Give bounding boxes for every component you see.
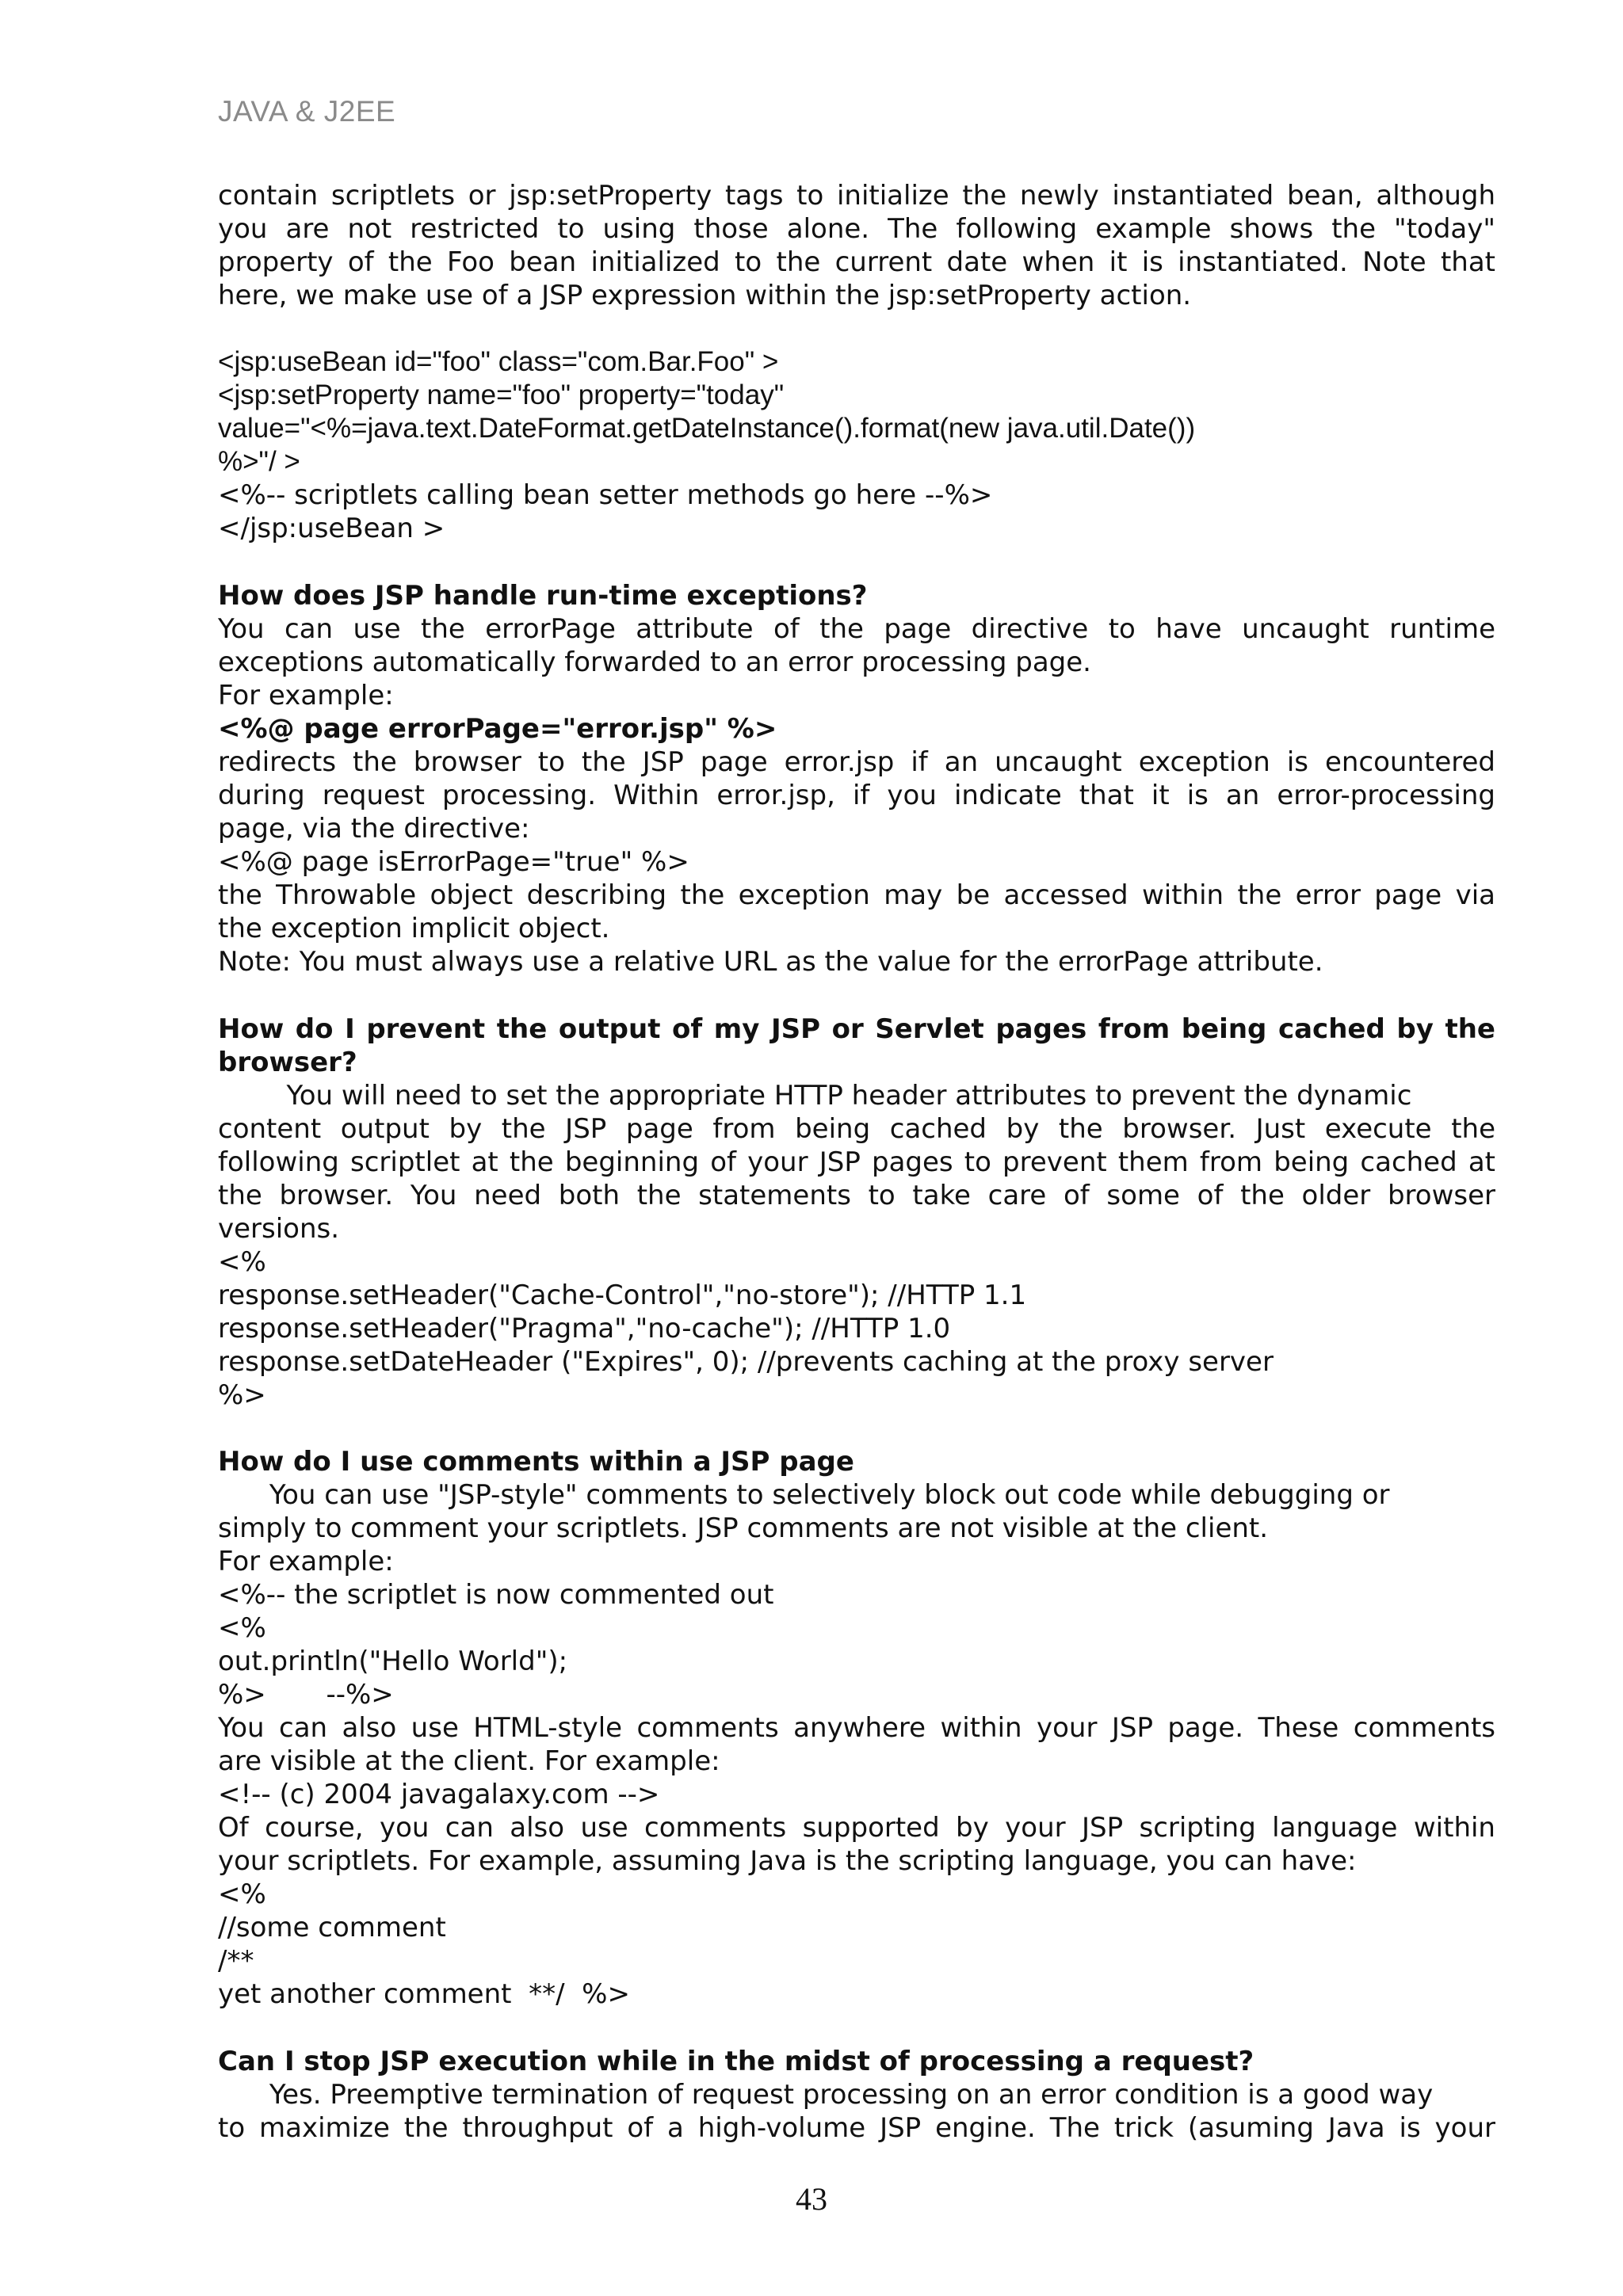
code-line: response.setDateHeader ("Expires", 0); //prevents caching at the proxy server — [218, 1346, 1274, 1378]
code-line: <% — [218, 1612, 266, 1644]
code-line: <jsp:setProperty name="foo" property="today" — [218, 379, 785, 410]
page-number: 43 — [796, 2181, 827, 2217]
paragraph-line: You can use the errorPage attribute of the page directive to have uncaught runtime — [218, 613, 1495, 645]
code-line: %> --%> — [218, 1679, 394, 1711]
code-line: value="<%=java.text.DateFormat.getDateInstance().format(new java.util.Date()) — [218, 413, 1196, 444]
paragraph-line: property of the Foo bean initialized to the current date when it is instantiated. Note that — [218, 246, 1495, 278]
paragraph-line: to maximize the throughput of a high-volume JSP engine. The trick (asuming Java is your — [218, 2112, 1495, 2144]
paragraph-line: here, we make use of a JSP expression within the jsp:setProperty action. — [218, 280, 1192, 311]
paragraph-line: are visible at the client. For example: — [218, 1745, 720, 1777]
code-line: %>"/ > — [218, 446, 300, 477]
code-line: out.println("Hello World"); — [218, 1646, 568, 1677]
paragraph-line: simply to comment your scriptlets. JSP comments are not visible at the client. — [218, 1512, 1269, 1544]
section-heading: browser? — [218, 1047, 357, 1078]
code-line: yet another comment **/ %> — [218, 1978, 630, 2010]
code-line: /** — [218, 1945, 254, 1977]
paragraph-line: You will need to set the appropriate HTTP header attributes to prevent the dynamic — [218, 1080, 1412, 1112]
code-line: response.setHeader("Pragma","no-cache"); //HTTP 1.0 — [218, 1313, 951, 1344]
paragraph-line: the browser. You need both the statements to take care of some of the older browser — [218, 1180, 1495, 1211]
paragraph-line: For example: — [218, 1546, 394, 1577]
code-line: <%-- the scriptlet is now commented out — [218, 1579, 774, 1611]
code-line: %> — [218, 1379, 266, 1411]
paragraph-line: versions. — [218, 1213, 340, 1245]
paragraph-line: during request processing. Within error.jsp, if you indicate that it is an error-processing — [218, 780, 1495, 811]
paragraph-line: you are not restricted to using those alone. The following example shows the "today" — [218, 213, 1495, 245]
paragraph-line: following scriptlet at the beginning of your JSP pages to prevent them from being cached at — [218, 1146, 1495, 1178]
paragraph-line: Of course, you can also use comments supported by your JSP scripting language within — [218, 1812, 1495, 1844]
running-header: JAVA & J2EE — [218, 95, 396, 128]
section-heading: How do I prevent the output of my JSP or Servlet pages from being cached by the — [218, 1013, 1495, 1045]
paragraph-line: the exception implicit object. — [218, 913, 610, 944]
section-heading: How do I use comments within a JSP page — [218, 1446, 854, 1478]
code-line-bold: <%@ page errorPage="error.jsp" %> — [218, 713, 777, 745]
code-line: <%@ page isErrorPage="true" %> — [218, 846, 689, 878]
code-line: response.setHeader("Cache-Control","no-store"); //HTTP 1.1 — [218, 1280, 1027, 1311]
code-line: <%-- scriptlets calling bean setter methods go here --%> — [218, 479, 993, 511]
paragraph-line: You can use "JSP-style" comments to selectively block out code while debugging or — [218, 1479, 1390, 1511]
code-line: <jsp:useBean id="foo" class="com.Bar.Foo" > — [218, 346, 779, 377]
code-line: <!-- (c) 2004 javagalaxy.com --> — [218, 1779, 660, 1810]
paragraph-line: content output by the JSP page from being cached by the browser. Just execute the — [218, 1113, 1495, 1145]
code-line: <% — [218, 1246, 266, 1278]
paragraph-line: the Throwable object describing the exception may be accessed within the error page via — [218, 879, 1495, 911]
paragraph-line: exceptions automatically forwarded to an error processing page. — [218, 646, 1091, 678]
code-line: </jsp:useBean > — [218, 513, 445, 544]
paragraph-line: You can also use HTML-style comments anywhere within your JSP page. These comments — [218, 1712, 1495, 1744]
paragraph-line: For example: — [218, 680, 394, 711]
paragraph-line: contain scriptlets or jsp:setProperty tags to initialize the newly instantiated bean, although — [218, 180, 1495, 212]
section-heading: Can I stop JSP execution while in the midst of processing a request? — [218, 2046, 1254, 2077]
section-heading: How does JSP handle run-time exceptions? — [218, 580, 868, 612]
paragraph-line: Yes. Preemptive termination of request processing on an error condition is a good way — [218, 2079, 1434, 2111]
code-line: //some comment — [218, 1912, 446, 1943]
paragraph-line: your scriptlets. For example, assuming Java is the scripting language, you can have: — [218, 1845, 1357, 1877]
paragraph-line: Note: You must always use a relative URL as the value for the errorPage attribute. — [218, 946, 1323, 978]
paragraph-line: redirects the browser to the JSP page error.jsp if an uncaught exception is encountered — [218, 746, 1495, 778]
paragraph-line: page, via the directive: — [218, 813, 530, 845]
code-line: <% — [218, 1878, 266, 1910]
